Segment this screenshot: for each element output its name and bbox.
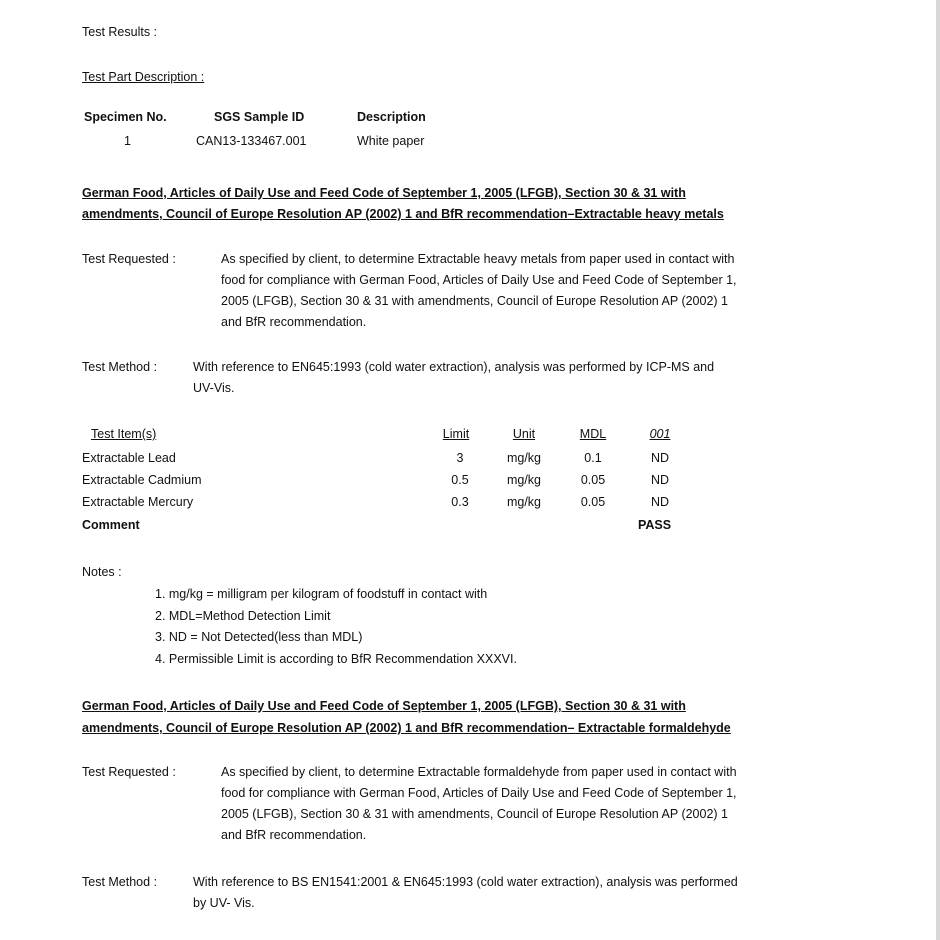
- note-item: 4. Permissible Limit is according to BfR Recommendation XXXVI.: [155, 651, 517, 666]
- section1-test-method-text: [193, 357, 714, 399]
- page-edge-shadow: [936, 0, 940, 940]
- specimen-no-header: Specimen No.: [84, 110, 167, 124]
- results-header-test-items: Test Item(s): [91, 427, 157, 441]
- text-line: food for compliance with German Food, Articles of Daily Use and Feed Code of September 1,: [221, 786, 737, 800]
- test-part-description-label: Test Part Description :: [82, 70, 205, 84]
- results-comment-value: PASS: [638, 518, 672, 532]
- section2-test-requested-label: Test Requested :: [82, 765, 176, 779]
- description-header: Description: [357, 110, 426, 124]
- section2-heading-line1: German Food, Articles of Daily Use and Feed Code of September 1, 2005 (LFGB), Section 30 & 31 with: [82, 699, 686, 713]
- results-row-limit: 0.5: [451, 473, 469, 487]
- section2-heading-line2: amendments, Council of Europe Resolution AP (2002) 1 and BfR recommendation– Extractable formaldehyde: [82, 721, 731, 735]
- text-line: and BfR recommendation.: [221, 315, 367, 329]
- sgs-sample-id-value: CAN13-133467.001: [196, 134, 307, 148]
- note-item: 1. mg/kg = milligram per kilogram of foodstuff in contact with: [155, 587, 488, 601]
- text-line: As specified by client, to determine Extractable formaldehyde from paper used in contact with: [221, 765, 737, 779]
- results-row-unit: mg/kg: [506, 473, 542, 487]
- results-row-item: Extractable Lead: [82, 451, 176, 465]
- description-value: White paper: [357, 134, 425, 148]
- section1-test-method-label: Test Method :: [82, 360, 158, 374]
- results-row-limit: 3: [456, 451, 464, 465]
- section1-test-requested-label: Test Requested :: [82, 252, 176, 266]
- text-line: and BfR recommendation.: [221, 828, 367, 842]
- results-header-mdl: MDL: [579, 427, 607, 441]
- section1-heading-line2: amendments, Council of Europe Resolution AP (2002) 1 and BfR recommendation–Extractable heavy metals: [82, 207, 724, 221]
- results-row-001: ND: [650, 495, 670, 509]
- results-row-item: Extractable Cadmium: [82, 473, 202, 487]
- text-line: With reference to BS EN1541:2001 & EN645:1993 (cold water extraction), analysis was performed: [193, 875, 738, 889]
- results-row-unit: mg/kg: [506, 495, 542, 509]
- specimen-no-value: 1: [124, 134, 131, 148]
- results-header-limit: Limit: [442, 427, 470, 441]
- text-line: UV-Vis.: [193, 381, 235, 395]
- section1-test-requested-text: [221, 249, 737, 333]
- results-row-unit: mg/kg: [506, 451, 542, 465]
- results-row-item: Extractable Mercury: [82, 495, 194, 509]
- results-header-001: 001: [649, 427, 671, 441]
- text-line: food for compliance with German Food, Articles of Daily Use and Feed Code of September 1,: [221, 273, 737, 287]
- results-row-mdl: 0.05: [580, 473, 606, 487]
- note-item: 2. MDL=Method Detection Limit: [155, 608, 331, 623]
- section2-test-method-text: [193, 872, 738, 914]
- sgs-sample-id-header: SGS Sample ID: [214, 110, 305, 124]
- section1-heading-line1: German Food, Articles of Daily Use and Feed Code of September 1, 2005 (LFGB), Section 30 & 31 with: [82, 186, 686, 200]
- notes-list: [155, 584, 517, 670]
- notes-label: Notes :: [82, 565, 122, 579]
- note-item: 3. ND = Not Detected(less than MDL): [155, 630, 363, 644]
- results-row-001: ND: [650, 473, 670, 487]
- results-header-unit: Unit: [512, 427, 536, 441]
- text-line: 2005 (LFGB), Section 30 & 31 with amendments, Council of Europe Resolution AP (2002) 1: [221, 807, 729, 821]
- results-row-mdl: 0.05: [580, 495, 606, 509]
- text-line: by UV- Vis.: [193, 896, 255, 910]
- results-row-mdl: 0.1: [584, 451, 602, 465]
- text-line: As specified by client, to determine Extractable heavy metals from paper used in contact with: [221, 252, 735, 266]
- section2-test-method-label: Test Method :: [82, 875, 158, 889]
- results-row-limit: 0.3: [451, 495, 469, 509]
- text-line: With reference to EN645:1993 (cold water extraction), analysis was performed by ICP-MS and: [193, 360, 715, 374]
- section2-test-requested-text: [221, 762, 737, 846]
- text-line: 2005 (LFGB), Section 30 & 31 with amendments, Council of Europe Resolution AP (2002) 1: [221, 294, 729, 308]
- results-comment-label: Comment: [82, 518, 140, 532]
- results-row-001: ND: [650, 451, 670, 465]
- test-results-label: Test Results :: [82, 25, 158, 39]
